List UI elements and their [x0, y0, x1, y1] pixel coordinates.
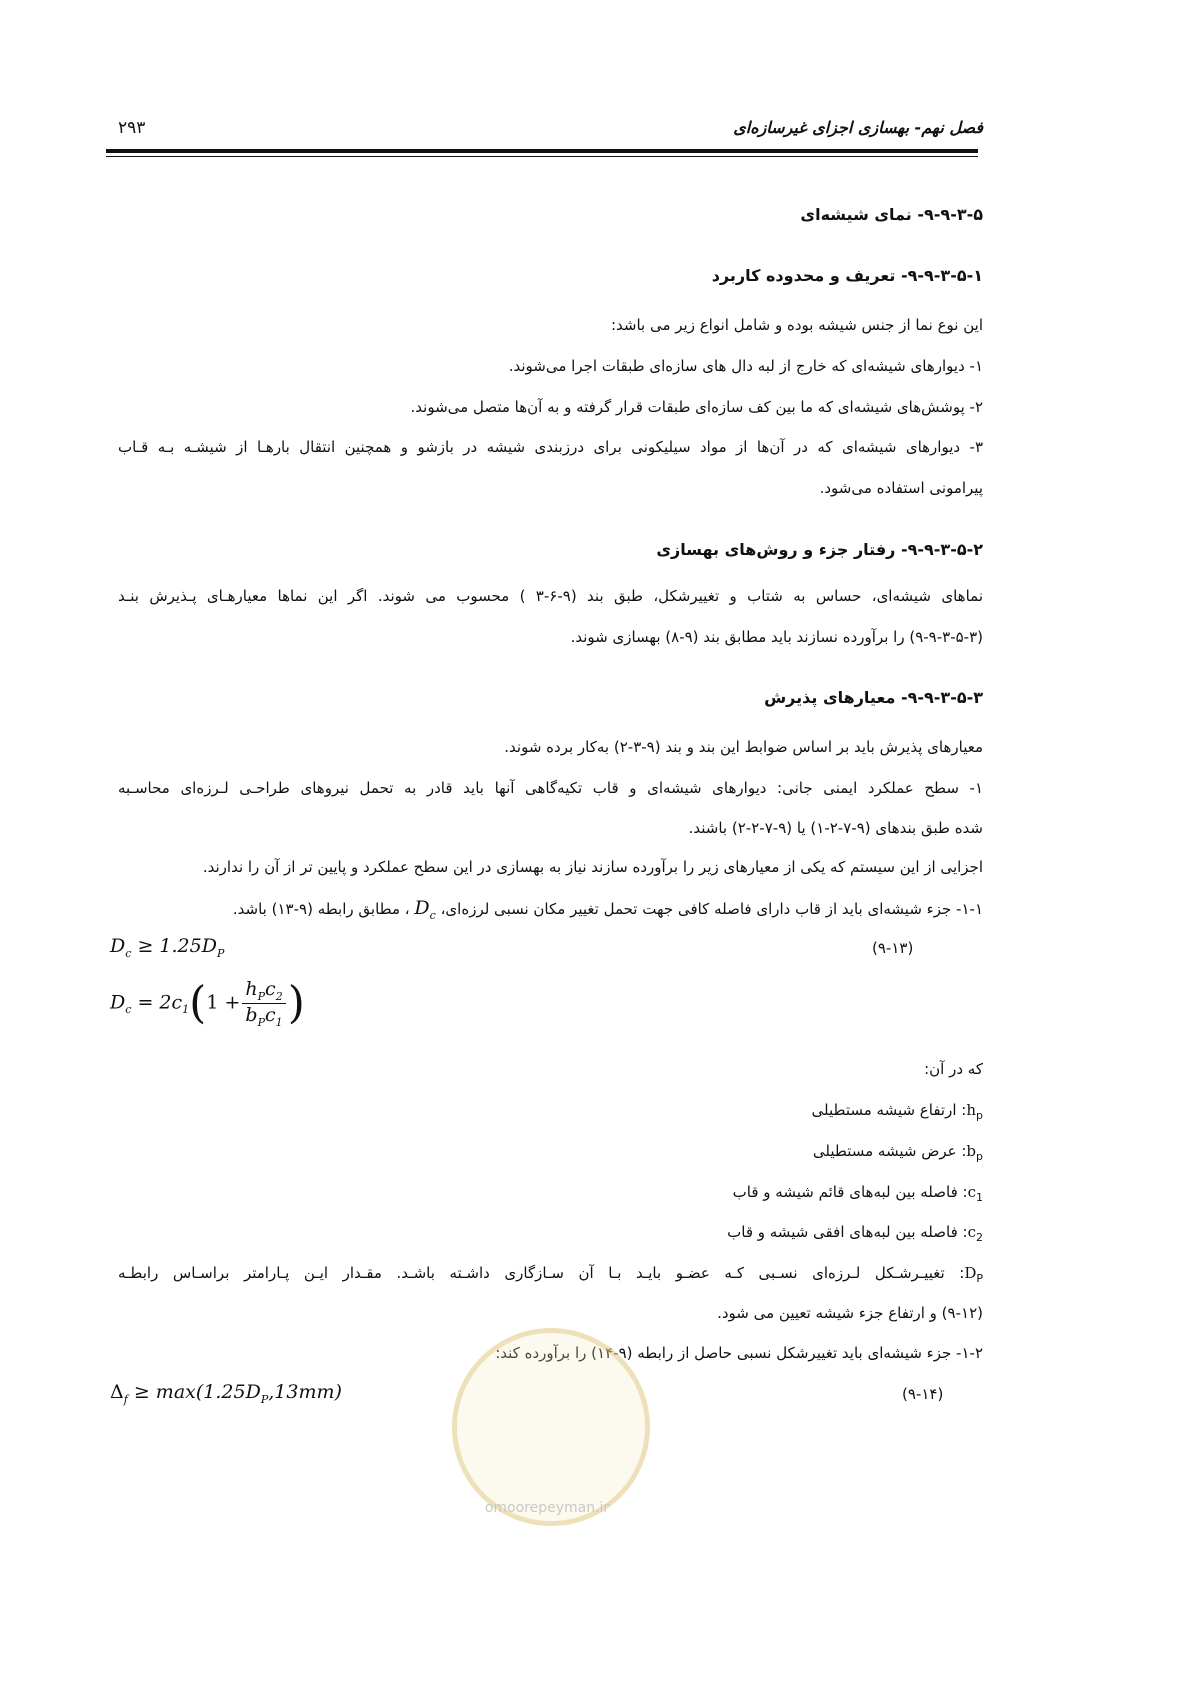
definition-dp-line-2: (۹-۱۲) و ارتفاع جزء شیشه تعیین می شود.: [717, 1304, 983, 1322]
section-heading-definition: ۹-۹-۳-۵-۱- تعریف و محدوده کاربرد: [711, 266, 983, 285]
equation-14-number: (۹-۱۴): [902, 1385, 944, 1403]
definition-dp-line-1: $D_P$: تغییـرشـکل لـرزه‌ای نسـبی کـه عضـو بایـد بـا آن سـازگاری داشـته باشـد. مقـدار ایـن پـارامتر براسـاس رابطـه: [118, 1264, 983, 1285]
list-item-2: ۲- پوشش‌های شیشه‌ای که ما بین کف سازه‌ای طبقات قرار گرفته و به آن‌ها متصل می‌شوند.: [410, 398, 983, 416]
criterion-1-1-symbol: $D_c$: [414, 897, 436, 922]
criterion-1-1-text-b: ، مطابق رابطه (۹-۱۳) باشد.: [232, 900, 410, 918]
list-item-3-line-2: پیرامونی استفاده می‌شود.: [819, 479, 983, 497]
definition-c2: $c_2$: فاصله بین لبه‌های افقی شیشه و قاب: [727, 1223, 983, 1244]
equation-dc: $D_c = 2c_1(1$ + $\frac{h_Pc_2}{b_Pc_1}$ ): [110, 977, 305, 1029]
watermark-seal: [452, 1328, 650, 1526]
paragraph-acceptance-intro: معیارهای پذیرش باید بر اساس ضوابط این بند و بند (۹-۳-۲) به‌کار برده شوند.: [504, 738, 983, 756]
paragraph-criterion-1-1: [233, 898, 983, 926]
header-rule-thin: [106, 156, 978, 157]
paragraph-behavior-line-1: نماهای شیشه‌ای، حساس به شتاب و تغییرشکل، طبق بند (۹-۶-۳ ) محسوب می شوند. اگر این نماها معیارهـای پـذیرش بنـد: [118, 587, 983, 605]
definition-bp: $b_p$: عرض شیشه مستطیلی: [812, 1142, 983, 1163]
chapter-title: فصل نهم- بهسازی اجزای غیرسازه‌ای: [733, 118, 983, 137]
equation-13-number: (۹-۱۳): [872, 939, 914, 957]
definition-hp: $h_p$: ارتفاع شیشه مستطیلی: [811, 1101, 983, 1122]
equation-14: $\Delta_f \ge \max(1.25D_P,13mm)$: [110, 1381, 342, 1406]
paragraph-life-safety-line-1: ۱- سطح عملکرد ایمنی جانی: دیوارهای شیشه‌ای و قاب تکیه‌گاهی آنها باید قادر به تحمل نیروهای طراحـی لـرزه‌ای محاسـبه: [118, 779, 983, 797]
list-item-3-line-1: ۳- دیوارهای شیشه‌ای که در آن‌ها از مواد سیلیکونی برای درزبندی شیشه در بازشو و همچنین انتقال بارهـا از شیشـه بـه قـاب: [118, 438, 983, 456]
paragraph-components: اجزایی از این سیستم که یکی از معیارهای زیر را برآورده سازند نیاز به بهسازی در این سطح عملکرد و پایین تر از آن را ندارند.: [202, 858, 983, 876]
definition-c1: $c_1$: فاصله بین لبه‌های قائم شیشه و قاب: [732, 1183, 983, 1204]
page-number: ۲۹۳: [118, 118, 146, 138]
watermark-url: omoorepeyman.ir: [484, 1500, 610, 1516]
paragraph-criterion-1-2: ۱-۲- جزء شیشه‌ای باید تغییرشکل نسبی حاصل از رابطه (۹-۱۴) را برآورده کند:: [495, 1344, 983, 1362]
section-heading-behavior: ۹-۹-۳-۵-۲- رفتار جزء و روش‌های بهسازی: [656, 540, 983, 559]
where-label: که در آن:: [924, 1060, 983, 1078]
section-heading-glass-facade: ۹-۹-۳-۵- نمای شیشه‌ای: [800, 205, 983, 224]
equation-13: $D_c \ge 1.25D_P$: [110, 935, 225, 960]
paragraph-life-safety-line-2: شده طبق بندهای (۹-۷-۲-۱) یا (۹-۷-۲-۲) باشند.: [688, 819, 983, 837]
list-item-1: ۱- دیوارهای شیشه‌ای که خارج از لبه دال های سازه‌ای طبقات اجرا می‌شوند.: [508, 357, 983, 375]
paragraph-behavior-line-2: (۹-۹-۳-۵-۳) را برآورده نسازند باید مطابق بند (۹-۸) بهسازی شوند.: [570, 628, 983, 646]
paragraph-intro: این نوع نما از جنس شیشه بوده و شامل انواع زیر می باشد:: [610, 316, 983, 334]
section-heading-acceptance: ۹-۹-۳-۵-۳- معیارهای پذیرش: [764, 688, 983, 707]
criterion-1-1-text-a: ۱-۱- جزء شیشه‌ای باید از قاب دارای فاصله کافی جهت تحمل تغییر مکان نسبی لرزه‌ای،: [440, 900, 983, 918]
header-rule-thick: [106, 149, 978, 153]
